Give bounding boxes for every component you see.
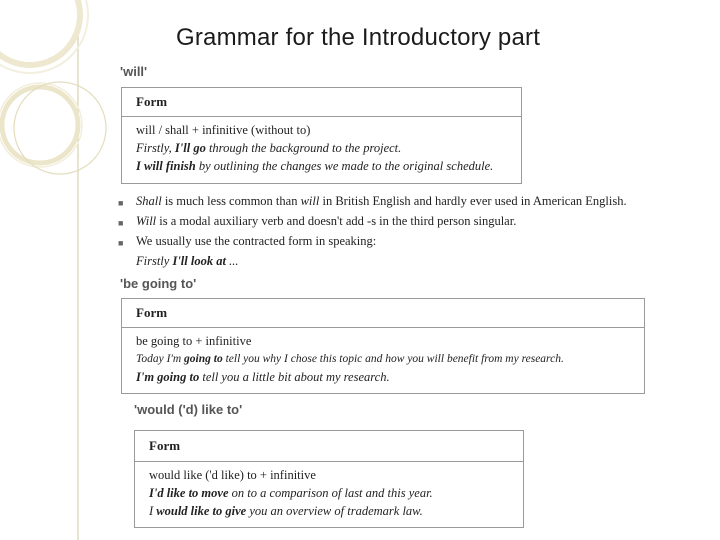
- form-label: Form: [135, 431, 523, 462]
- example-sentence: Today I'm going to tell you why I chose this topic and how you will benefit from my research.: [136, 353, 564, 365]
- form-rule: be going to + infinitive: [136, 334, 252, 348]
- note-item: ■ We usually use the contracted form in speaking:: [118, 232, 627, 252]
- decorative-rings-graphic: [0, 0, 110, 540]
- form-box-would-like-to: [134, 430, 524, 528]
- example-sentence: Firstly, I'll go through the background to the project.: [136, 141, 402, 155]
- page-title: Grammar for the Introductory part: [176, 24, 541, 51]
- form-rule: would like ('d like) to + infinitive: [149, 468, 316, 482]
- example-sentence: I would like to give you an overview of trademark law.: [149, 504, 423, 518]
- note-item: ■ Will is a modal auxiliary verb and doesn't add -s in the third person singular.: [118, 212, 627, 232]
- bullet-icon: ■: [118, 218, 124, 228]
- form-label: Form: [122, 299, 644, 328]
- bullet-icon: ■: [118, 198, 124, 208]
- form-box-will: [121, 87, 522, 184]
- section-heading-will: 'will': [120, 64, 148, 79]
- usage-notes: [118, 192, 627, 270]
- section-heading-would-like-to: 'would ('d) like to': [134, 402, 243, 417]
- example-sentence: I'm going to tell you a little bit about my research.: [136, 370, 390, 384]
- note-item: ■ Shall is much less common than will in British English and hardly ever used in American English.: [118, 192, 627, 212]
- note-example: Firstly I'll look at ...: [136, 254, 239, 268]
- example-sentence: I'd like to move on to a comparison of last and this year.: [149, 486, 433, 500]
- example-sentence: I will finish by outlining the changes we made to the original schedule.: [136, 159, 494, 173]
- form-label: Form: [122, 88, 521, 117]
- form-box-be-going-to: [121, 298, 645, 394]
- form-rule: will / shall + infinitive (without to): [136, 123, 311, 137]
- bullet-icon: ■: [118, 238, 124, 248]
- section-heading-be-going-to: 'be going to': [120, 276, 197, 291]
